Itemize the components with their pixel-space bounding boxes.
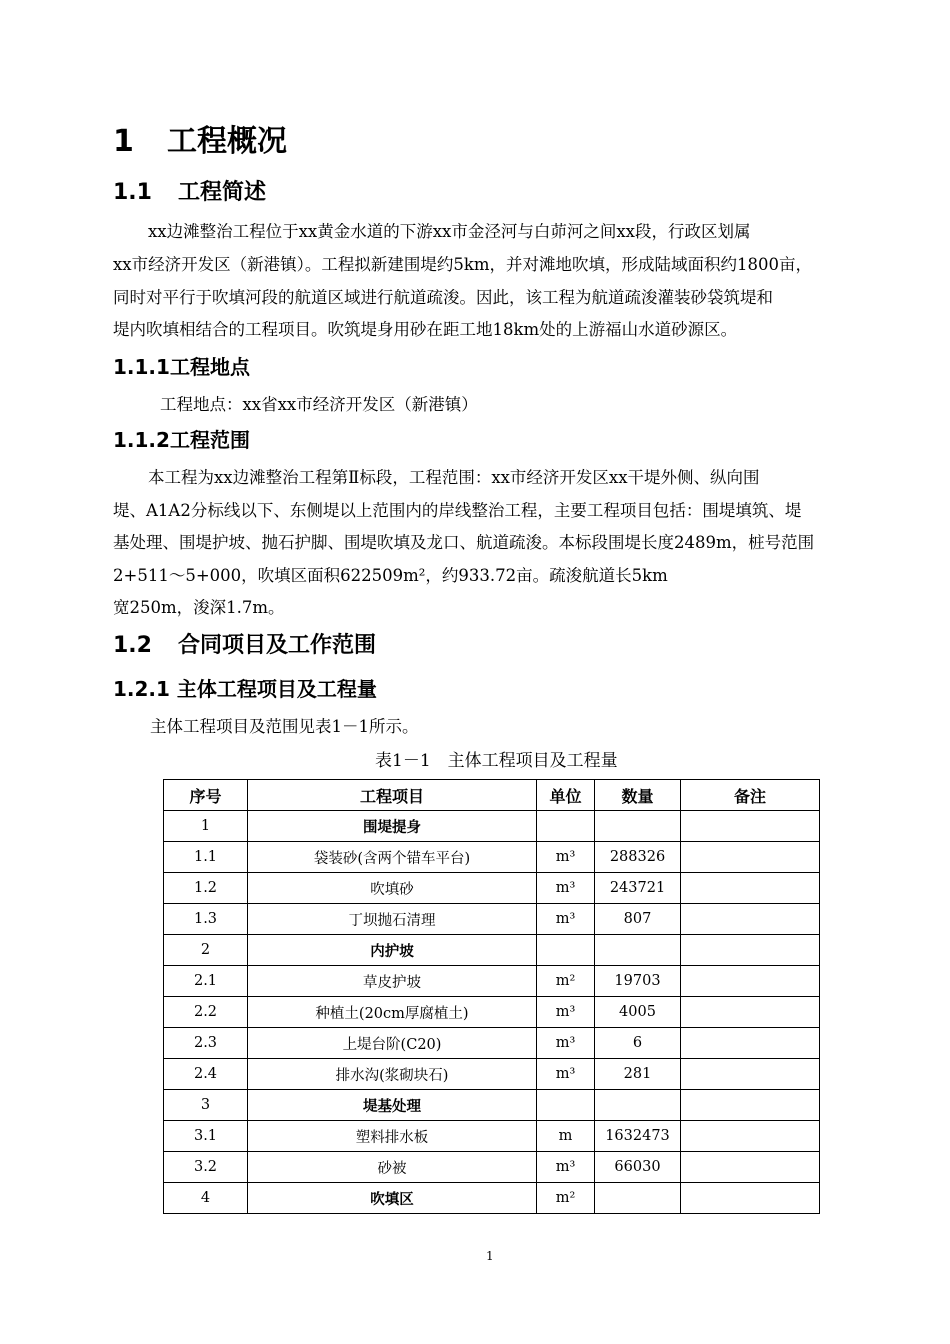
cell-item: 上堤台阶(C20) [248,1028,537,1059]
cell-item: 吹填区 [248,1183,537,1214]
cell-qty [595,811,681,842]
chapter-heading [113,116,287,160]
section-1-1-1-heading: 1.1.1工程地点 [113,355,250,379]
cell-note [681,1090,820,1121]
section-1-1-2-line-4: 2+511～5+000，吹填区面积622509m²，约933.72亩。疏浚航道长5km [113,566,668,585]
section-1-1-line-3: 同时对平行于吹填河段的航道区域进行航道疏浚。因此，该工程为航道疏浚灌装砂袋筑堤和 [113,288,773,307]
cell-qty: 281 [595,1059,681,1090]
cell-qty: 1632473 [595,1121,681,1152]
table-row [164,904,820,935]
cell-no: 2.2 [164,997,248,1028]
header-unit: 单位 [537,780,595,811]
cell-no: 3.1 [164,1121,248,1152]
cell-no: 3.2 [164,1152,248,1183]
cell-no: 1.1 [164,842,248,873]
cell-unit: m³ [537,904,595,935]
cell-qty [595,935,681,966]
cell-note [681,1152,820,1183]
table-row [164,842,820,873]
cell-note [681,1028,820,1059]
cell-no: 3 [164,1090,248,1121]
cell-qty [595,1183,681,1214]
table-intro-text: 主体工程项目及范围见表1－1所示。 [150,717,419,736]
cell-item: 塑料排水板 [248,1121,537,1152]
cell-note [681,904,820,935]
section-1-1-line-2: xx市经济开发区（新港镇）。工程拟新建围堤约5km，并对滩地吹填，形成陆域面积约1800亩， [113,255,812,274]
table-row [164,1059,820,1090]
cell-note [681,842,820,873]
table-caption: 表1－1 主体工程项目及工程量 [375,751,618,771]
cell-qty: 243721 [595,873,681,904]
header-no: 序号 [164,780,248,811]
table-row [164,997,820,1028]
section-1-2-title: 合同项目及工作范围 [178,633,377,658]
cell-unit [537,935,595,966]
table-row [164,1152,820,1183]
cell-note [681,935,820,966]
cell-no: 2.3 [164,1028,248,1059]
cell-item: 吹填砂 [248,873,537,904]
cell-unit: m³ [537,1152,595,1183]
section-1-1-2-line-5: 宽250m，浚深1.7m。 [113,598,285,617]
section-1-1-number: 1.1 [113,180,152,205]
cell-no: 1 [164,811,248,842]
table-row [164,1028,820,1059]
main-works-table [163,779,820,1214]
cell-note [681,1183,820,1214]
section-1-2-number: 1.2 [113,633,152,658]
table-row [164,873,820,904]
section-1-1-2-line-3: 基处理、围堤护坡、抛石护脚、围堤吹填及龙口、航道疏浚。本标段围堤长度2489m，桩号范围 [113,533,815,552]
cell-note [681,1059,820,1090]
cell-unit: m³ [537,873,595,904]
header-item: 工程项目 [248,780,537,811]
table-header-row [164,780,820,811]
cell-note [681,811,820,842]
table-row [164,811,820,842]
cell-note [681,1121,820,1152]
cell-item: 围堤提身 [248,811,537,842]
section-1-1-2-line-2: 堤、A1A2分标线以下、东侧堤以上范围内的岸线整治工程，主要工程项目包括：围堤填筑、堤 [113,501,802,520]
section-1-1-title: 工程简述 [178,180,267,205]
cell-unit: m³ [537,1028,595,1059]
cell-item: 内护坡 [248,935,537,966]
section-1-2-1-heading: 1.2.1 主体工程项目及工程量 [113,677,377,701]
cell-no: 1.3 [164,904,248,935]
cell-item: 丁坝抛石清理 [248,904,537,935]
cell-no: 1.2 [164,873,248,904]
cell-unit: m³ [537,1059,595,1090]
cell-item: 草皮护坡 [248,966,537,997]
cell-unit: m³ [537,997,595,1028]
cell-note [681,873,820,904]
cell-note [681,997,820,1028]
section-1-1-line-1: xx边滩整治工程位于xx黄金水道的下游xx市金泾河与白茆河之间xx段，行政区划属 [148,222,751,241]
cell-unit [537,1090,595,1121]
section-1-1-2-line-1: 本工程为xx边滩整治工程第Ⅱ标段，工程范围：xx市经济开发区xx干堤外侧、纵向围 [148,468,760,487]
section-1-1-2-heading: 1.1.2工程范围 [113,428,250,452]
cell-item: 种植土(20cm厚腐植土) [248,997,537,1028]
table-row [164,1090,820,1121]
cell-qty: 66030 [595,1152,681,1183]
cell-unit: m [537,1121,595,1152]
page-number: 1 [486,1249,494,1263]
section-1-1-heading [113,175,266,206]
cell-item: 排水沟(浆砌块石) [248,1059,537,1090]
cell-note [681,966,820,997]
table-row [164,966,820,997]
cell-qty [595,1090,681,1121]
table-row [164,1121,820,1152]
cell-qty: 807 [595,904,681,935]
cell-no: 2 [164,935,248,966]
section-1-1-line-4: 堤内吹填相结合的工程项目。吹筑堤身用砂在距工地18km处的上游福山水道砂源区。 [113,320,738,339]
cell-item: 堤基处理 [248,1090,537,1121]
chapter-title: 工程概况 [167,124,287,159]
chapter-number: 1 [113,124,134,159]
cell-unit: m³ [537,842,595,873]
project-location-text: 工程地点：xx省xx市经济开发区（新港镇） [160,395,478,414]
cell-item: 砂被 [248,1152,537,1183]
cell-no: 2.1 [164,966,248,997]
header-note: 备注 [681,780,820,811]
cell-item: 袋装砂(含两个错车平台) [248,842,537,873]
cell-qty: 19703 [595,966,681,997]
table-row [164,1183,820,1214]
cell-qty: 4005 [595,997,681,1028]
cell-qty: 288326 [595,842,681,873]
header-qty: 数量 [595,780,681,811]
cell-no: 4 [164,1183,248,1214]
cell-unit: m² [537,1183,595,1214]
cell-qty: 6 [595,1028,681,1059]
cell-no: 2.4 [164,1059,248,1090]
section-1-2-heading [113,628,376,659]
cell-unit: m² [537,966,595,997]
cell-unit [537,811,595,842]
table-row [164,935,820,966]
